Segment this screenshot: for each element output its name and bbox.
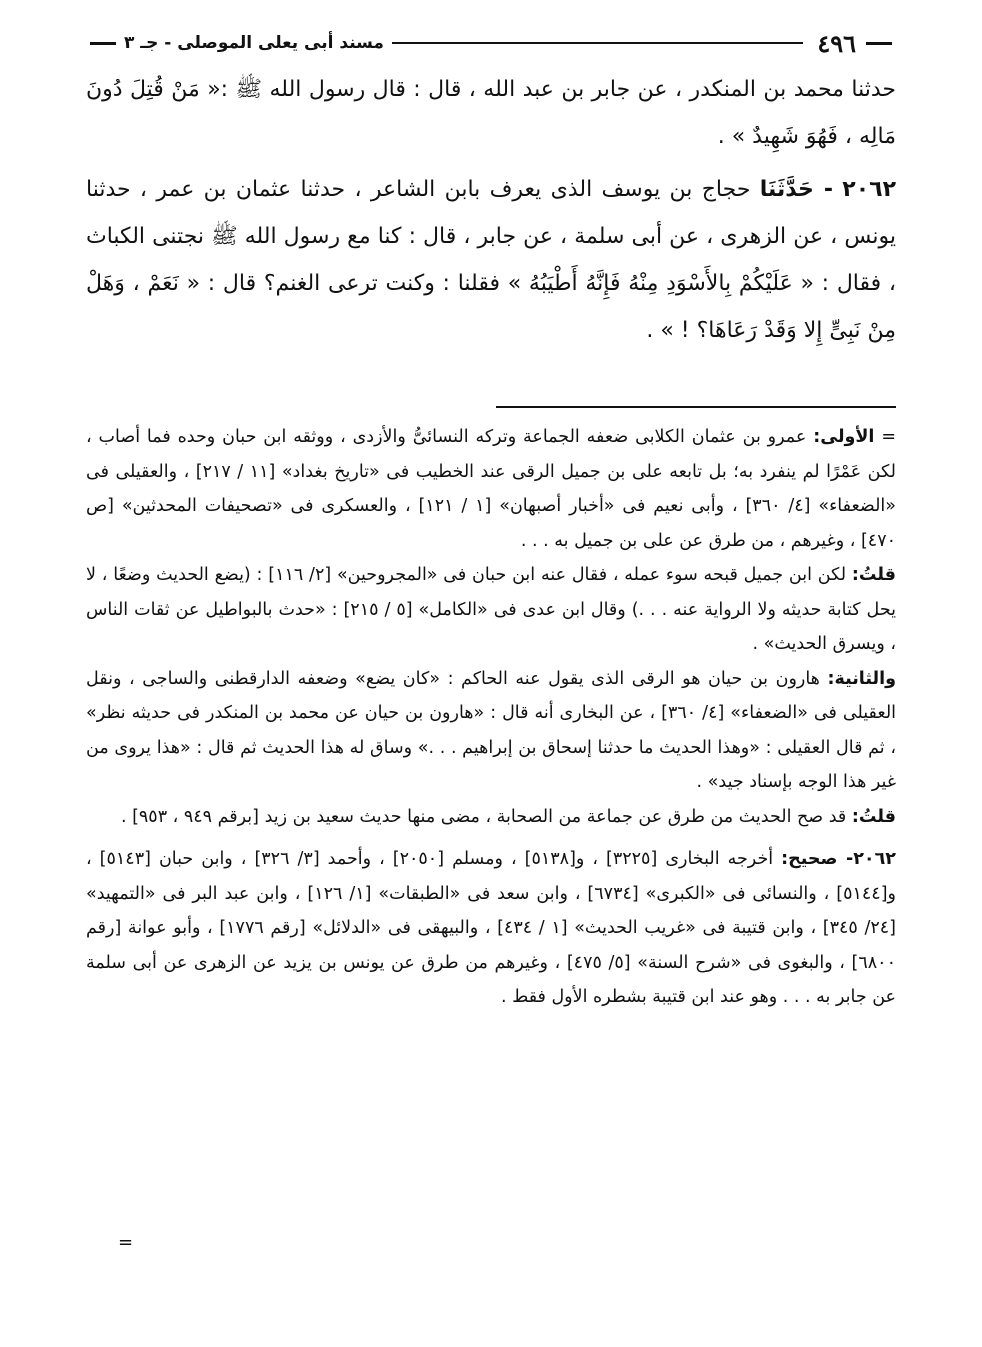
footnote-label: قلتُ:: [851, 806, 896, 827]
hadith-2062: [86, 166, 896, 354]
header-dash-left: [90, 42, 116, 45]
footnote-label: ٢٠٦٢- صحيح:: [781, 849, 896, 869]
continuation-end-mark: =: [118, 1232, 134, 1253]
footnote-text: أخرجه البخارى [٣٢٢٥] ، و[٥١٣٨] ، ومسلم [٢٠٥٠] ، وأحمد [٣/ ٣٢٦] ، وابن حبان [٥١٤٣] ، و[٥١٤٤] ، والنسائى فى «الكبرى» [٦٧٣٤] ، وابن سعد فى «الطبقات» [١/ ١٢٦] ، وابن عبد البر فى «التمهيد» [٢٤/ ٣٤٥] ، وابن قتيبة فى «غريب الحديث» [١ / ٤٣٤] ، والبيهقى فى «الدلائل» [رقم ١٧٧٦] ، وأبو عوانة [رقم ٦٨٠٠] ، والبغوى فى «شرح السنة» [٥/ ٤٧٥] ، وغيرهم من طرق عن يونس بن يزيد عن الزهرى عن أبى سلمة عن جابر به . . . وهو عند ابن قتيبة بشطره الأول فقط .: [86, 849, 896, 1007]
page-number: ٤٩٦: [817, 28, 856, 58]
hadith-dash: -: [813, 177, 833, 202]
footnote-text: هارون بن حيان هو الرقى الذى يقول عنه الحاكم : «كان يضع» وضعفه الدارقطنى والساجى ، ونقل العقيلى فى «الضعفاء» [٤/ ٣٦٠] ، عن البخارى أنه قال : «هارون بن حيان عن محمد بن المنكدر فى حديثه نظر» ، ثم قال العقيلى : «وهذا الحديث ما حدثنا إسحاق بن إبراهيم . . .» وساق له هذا الحديث ثم قال : «هذا يروى من غير هذا الوجه بإسناد جيد» .: [86, 668, 897, 792]
book-title: مسند أبى يعلى الموصلى - جـ ٣: [124, 33, 384, 53]
continued-hadith: حدثنا محمد بن المنكدر ، عن جابر بن عبد الله ، قال : قال رسول الله ﷺ :« مَنْ قُتِلَ دُونَ مَالِه ، فَهُوَ شَهِيدٌ » .: [86, 77, 896, 149]
footnote-second: [86, 558, 896, 662]
main-text: [86, 66, 896, 354]
footnote-text: لكن ابن جميل قبحه سوء عمله ، فقال عنه ابن حبان فى «المجروحين» [٢/ ١١٦] : (يضع الحديث وضعًا ، لا يحل كتابة حديثه ولا الرواية عنه . . .) وقال ابن عدى فى «الكامل» [٥ / ٢١٥] : «حدث بالبواطيل عن ثقات الناس ، ويسرق الحديث» .: [86, 565, 896, 654]
header-rule: [392, 42, 803, 44]
footnote-label: الأولى:: [813, 427, 875, 447]
footnote-text: عمرو بن عثمان الكلابى ضعفه الجماعة وتركه النسائىُّ والأزدى ، ووثقه ابن حبان وحده فما أصاب ، لكن عَمْرًا لم ينفرد به؛ بل تابعه على بن جميل الرقى عند الخطيب فى «تاريخ بغداد» [١١ / ٢١٧] ، والعقيلى فى «الضعفاء» [٤/ ٣٦٠] ، وأبى نعيم فى «أخبار أصبهان» [١ / ١٢١] ، والعسكرى فى «تصحيفات المحدثين» [ص ٤٧٠] ، وغيرهم ، من طرق عن على بن جميل به . . .: [86, 427, 897, 551]
footnote-first: [86, 420, 896, 558]
footnote-third: [86, 662, 896, 800]
footnote-label: والثانية:: [827, 668, 896, 689]
hadith-text: حجاج بن يوسف الذى يعرف بابن الشاعر ، حدثنا عثمان بن عمر ، حدثنا يونس ، عن الزهرى ، عن أبى سلمة ، عن جابر ، قال : كنا مع رسول الله ﷺ نجتنى الكباث ، فقال : « عَلَيْكُمْ بِالأَسْوَدِ مِنْهُ فَإِنَّهُ أَطْيَبُهُ » فقلنا : وكنت ترعى الغنم؟ قال : « نَعَمْ ، وَهَلْ مِنْ نَبِىٍّ إِلا وَقَدْ رَعَاهَا؟ ! » .: [86, 177, 896, 343]
continuation-mark: =: [881, 427, 896, 447]
footnotes: [86, 420, 896, 1015]
running-header: [86, 26, 896, 60]
hadith-lead: حَدَّثَنَا: [759, 177, 814, 202]
header-dash-right: [866, 42, 892, 45]
footnote-separator: [496, 406, 896, 408]
footnote-text: قد صح الحديث من طرق عن جماعة من الصحابة ، مضى منها حديث سعيد بن زيد [برقم ٩٤٩ ، ٩٥٣] .: [120, 806, 847, 827]
footnote-fourth: [86, 800, 896, 835]
footnote-label: قلتُ:: [851, 565, 896, 585]
hadith-number: ٢٠٦٢: [842, 177, 896, 202]
footnote-2062: [86, 842, 896, 1015]
